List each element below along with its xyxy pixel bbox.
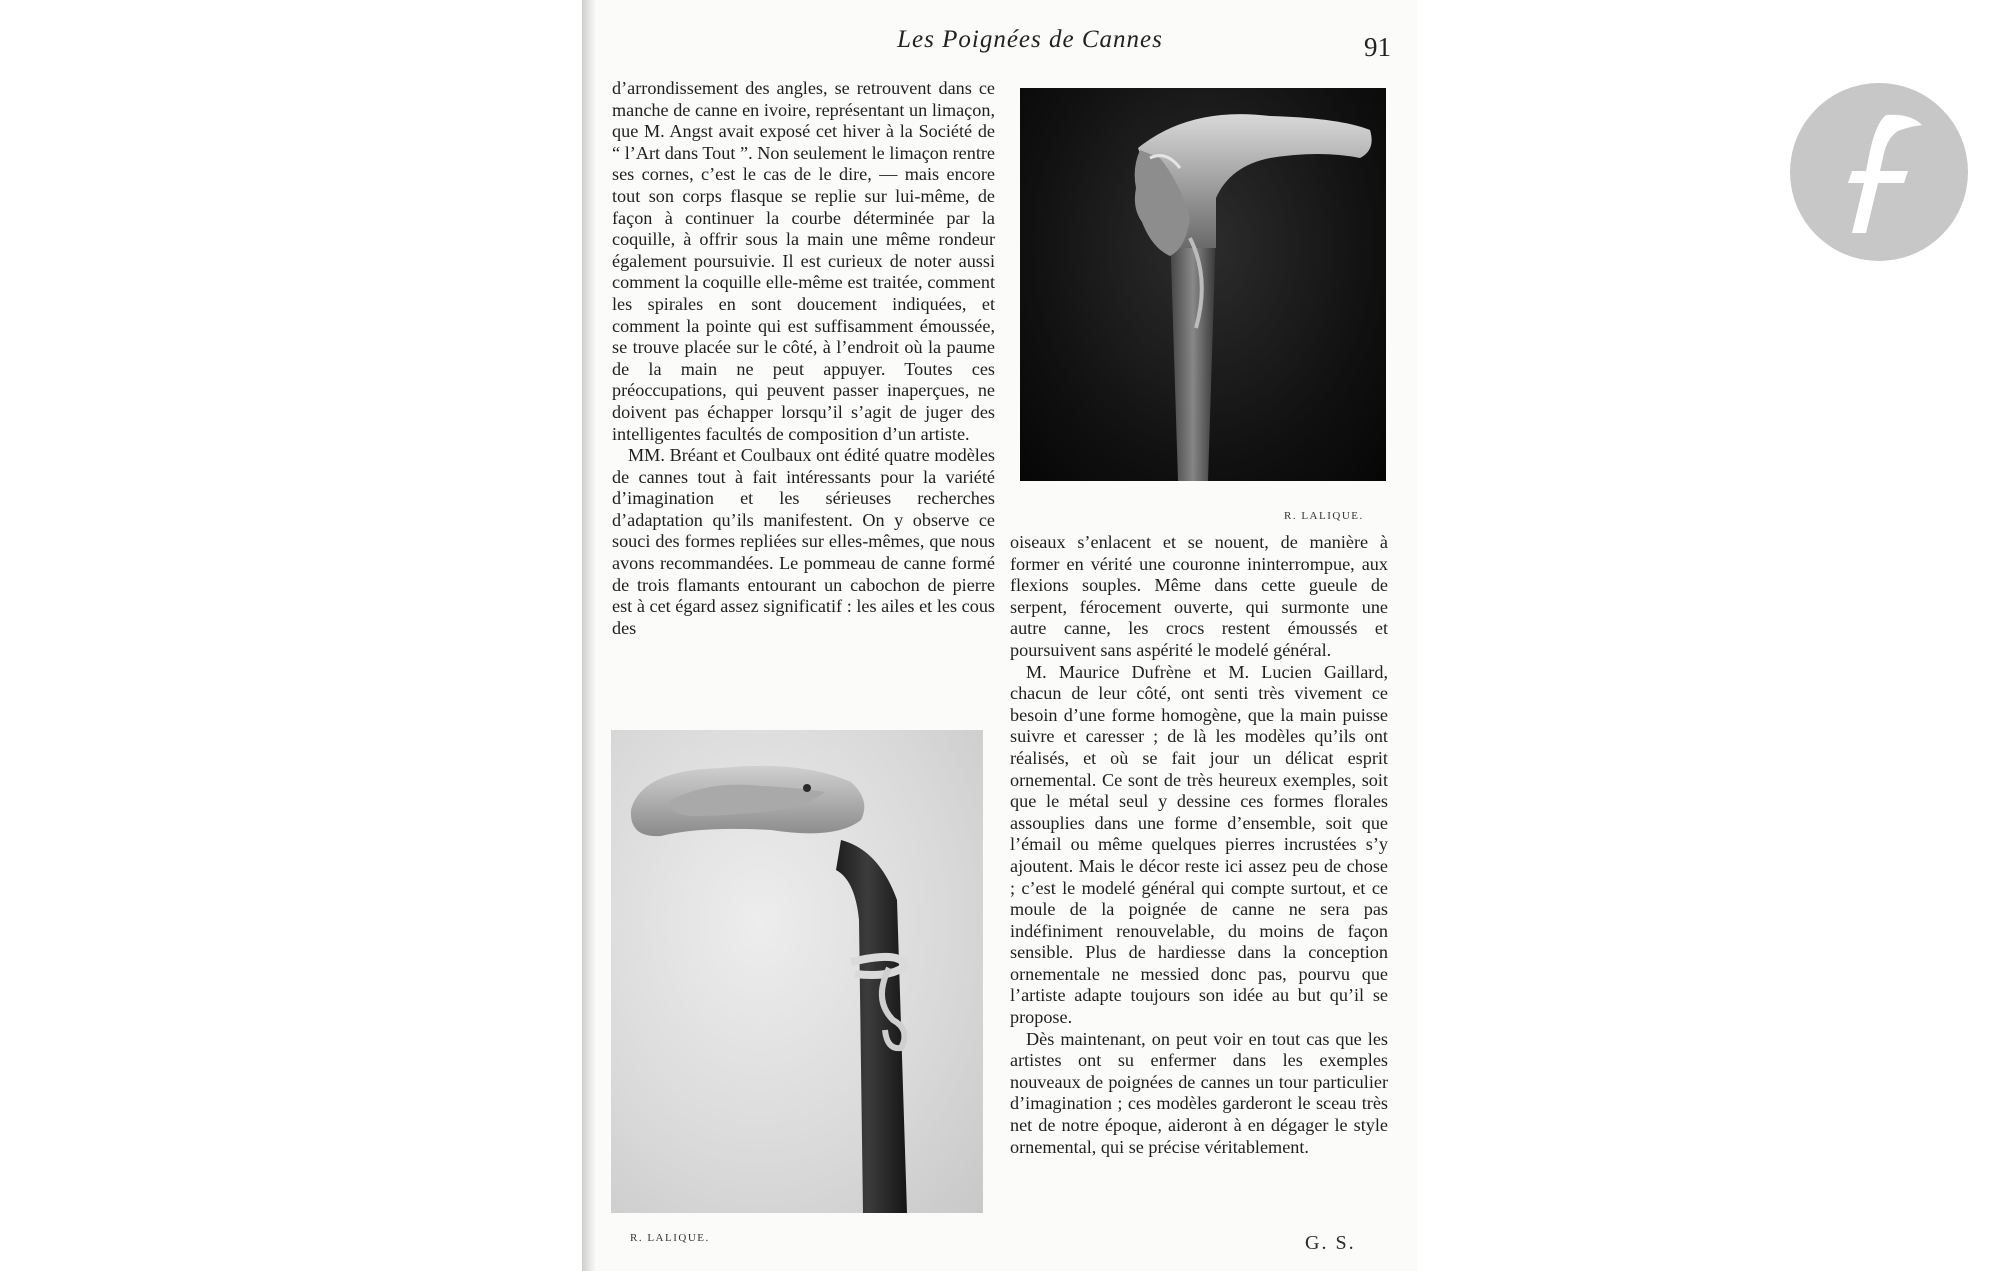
paragraph: oiseaux s’enlacent et se nouent, de manière à former en vérité une couronne ininterrompue, aux flexions souples. Même dans cette gueule de serpent, férocement ouverte, qui surmonte une autre canne, les crocs restent émoussés et poursuivent sans aspérité le modelé général. <box>1010 532 1388 660</box>
page-gutter-shadow <box>582 0 596 1271</box>
figure-caption: R. LALIQUE. <box>630 1232 710 1244</box>
left-column-text <box>612 78 995 639</box>
running-title: Les Poignées de Cannes <box>897 26 1163 53</box>
logo-mark-icon <box>1790 83 1968 261</box>
paragraph: Dès maintenant, on peut voir en tout cas que les artistes ont su enfermer dans les exemples nouveaux de poignées de cannes un tour particulier d’imagination ; ces modèles garderont le sceau très net de notre époque, aideront à en dégager le style ornemental, qui se précise véritablement. <box>1010 1028 1388 1157</box>
paragraph: M. Maurice Dufrène et M. Lucien Gaillard, chacun de leur côté, ont senti très vivement ce besoin d’une forme homogène, que la main puisse suivre et caresser ; de là les modèles qu’ils ont réalisés, et où se fait jour un délicat esprit ornemental. Ce sont de très heureux exemples, soit que le métal seul y dessine ces formes florales assouplies dans une forme d’ensemble, soit que l’émail ou même quelques pierres incrustées s’y ajoutent. Mais le décor reste ici assez peu de chose ; c’est le modelé général qui compte surtout, et ce moule de la poignée de canne ne sera pas indéfiniment renouvelable, du moins de façon sensible. Plus de hardiesse dans la conception ornementale ne messied donc pas, pourvu que l’artiste adapte toujours son idée au but qu’il se propose. <box>1010 661 1388 1028</box>
auction-house-logo <box>1790 83 1968 261</box>
right-column-text <box>1010 532 1388 1158</box>
cane-handle-illustration <box>1020 88 1386 481</box>
author-signature: G. S. <box>1305 1232 1356 1254</box>
cane-handle-illustration <box>611 730 983 1213</box>
paragraph: d’arrondissement des angles, se retrouvent dans ce manche de canne en ivoire, représentant un limaçon, que M. Angst avait exposé cet hiver à la Société de “ l’Art dans Tout ”. Non seulement le limaçon rentre ses cornes, c’est le cas de le dire, — mais encore tout son corps flasque se replie sur lui-même, de façon à continuer la courbe déterminée par la coquille, à offrir sous la main une même rondeur également poursuivie. Il est curieux de noter aussi comment la coquille elle-même est traitée, comment les spirales en sont doucement indiquées, et comment la pointe qui est suffisamment émoussée, se trouve placée sur le côté, à l’endroit où la paume de la main ne peut appuyer. Toutes ces préoccupations, qui peuvent passer inaperçues, ne doivent pas échapper lorsqu’il s’agit de juger des intelligentes facultés de composition d’un artiste. <box>612 78 995 444</box>
woman-head-cane-handle-photo <box>1020 88 1386 481</box>
figure-caption: R. LALIQUE. <box>1284 510 1364 522</box>
lizard-cane-handle-photo <box>611 730 983 1213</box>
page-number: 91 <box>1364 32 1391 62</box>
paragraph: MM. Bréant et Coulbaux ont édité quatre modèles de cannes tout à fait intéressants pour la variété d’imagination et les sérieuses recherches d’adaptation qu’ils manifestent. On y observe ce souci des formes repliées sur elles-mêmes, que nous avons recommandées. Le pommeau de canne formé de trois flamants entourant un cabochon de pierre est à cet égard assez significatif : les ailes et les cous des <box>612 445 995 638</box>
